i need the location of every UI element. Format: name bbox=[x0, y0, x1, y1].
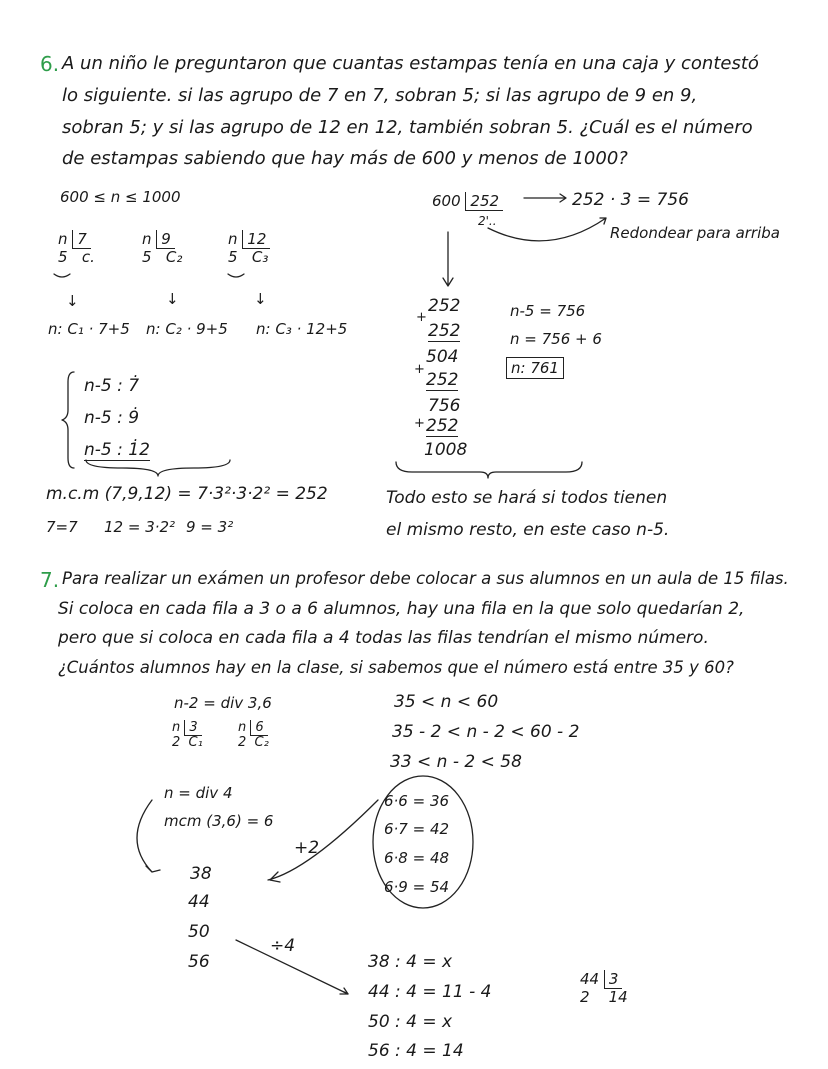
sum-row-5: 756 bbox=[428, 396, 461, 416]
div-4-equation: n = div 4 bbox=[164, 784, 233, 802]
div6-dividend: n bbox=[238, 720, 247, 735]
div6-divisor: 6 bbox=[250, 720, 267, 736]
remainder-underline bbox=[228, 274, 244, 277]
div44-divisor: 3 bbox=[604, 970, 623, 989]
round-up-note: Redondear para arriba bbox=[610, 224, 780, 242]
sum-row-6: 252 bbox=[426, 416, 459, 436]
div12-quotient: C₃ bbox=[251, 248, 269, 266]
div600-divisor: 252 bbox=[465, 192, 503, 211]
sum-row-2: 252 bbox=[428, 321, 461, 341]
factor-9: 9 = 3² bbox=[186, 518, 234, 536]
answer-box: n: 761 bbox=[506, 357, 564, 379]
problem-7-line-2: Si coloca en cada fila a 3 o a 6 alumnos, hay una fila en la que solo quedarían 2, bbox=[58, 599, 745, 619]
mcm-3-6: mcm (3,6) = 6 bbox=[164, 812, 274, 830]
right-arrow-icon bbox=[524, 194, 566, 202]
plus-2-label: +2 bbox=[294, 838, 320, 858]
problem-6-line-2: lo siguiente. si las agrupo de 7 en 7, sobran 5; si las agrupo de 9 en 9, bbox=[62, 85, 698, 106]
problem-7-number: 7. bbox=[40, 568, 60, 592]
div12-divisor: 12 bbox=[242, 230, 270, 249]
candidate-50: 50 bbox=[188, 922, 210, 942]
check-50: 50 : 4 = x bbox=[368, 1012, 453, 1032]
div3-remainder: 2 bbox=[172, 735, 181, 750]
n-equation-2: n = 756 + 6 bbox=[510, 330, 602, 348]
div9-quotient: C₂ bbox=[165, 248, 183, 266]
problem-7-line-3: pero que si coloca en cada fila a 4 todas las filas tendrían el mismo número. bbox=[58, 628, 709, 648]
div9-divisor: 9 bbox=[156, 230, 175, 249]
factor-12: 12 = 3·2² bbox=[104, 518, 176, 536]
note-line-2: el mismo resto, en este caso n-5. bbox=[386, 520, 670, 540]
div6-remainder: 2 bbox=[238, 735, 247, 750]
div12-remainder: 5 bbox=[228, 248, 238, 266]
remainder-underline bbox=[54, 274, 70, 277]
div9-remainder: 5 bbox=[142, 248, 152, 266]
div44-quotient: 14 bbox=[608, 988, 628, 1006]
multiple-2: 6·7 = 42 bbox=[384, 820, 450, 838]
div44-dividend: 44 bbox=[580, 970, 600, 988]
down-arrow-icon: ↓ bbox=[66, 292, 79, 310]
multiple-3: 6·8 = 48 bbox=[384, 849, 450, 867]
sum-row-4: 252 bbox=[426, 370, 459, 390]
problem-6-line-1: A un niño le preguntaron que cuantas estampas tenía en una caja y contestó bbox=[62, 53, 759, 74]
div-equation: n-2 = div 3,6 bbox=[174, 694, 272, 712]
n-equation-1: n-5 = 756 bbox=[510, 302, 586, 320]
system-eq-1: n-5 : 7̇ bbox=[84, 376, 140, 396]
problem-7-line-4: ¿Cuántos alumnos hay en la clase, si sabemos que el número está entre 35 y 60? bbox=[58, 658, 734, 677]
check-44: 44 : 4 = 11 - 4 bbox=[368, 982, 492, 1002]
problem-6-line-4: de estampas sabiendo que hay más de 600 y menos de 1000? bbox=[62, 148, 628, 169]
problem-7-line-1: Para realizar un exámen un profesor debe colocar a sus alumnos en un aula de 15 filas. bbox=[62, 569, 789, 588]
equation-c2: n: C₂ · 9+5 bbox=[146, 320, 228, 338]
link-curve bbox=[268, 800, 378, 880]
down-arrow-icon bbox=[443, 232, 453, 286]
div3-divisor: 3 bbox=[184, 720, 201, 736]
inequality-3: 33 < n - 2 < 58 bbox=[390, 752, 522, 772]
sum-row-3: 504 bbox=[426, 347, 459, 367]
down-arrow-icon: ↓ bbox=[166, 290, 179, 308]
candidate-56: 56 bbox=[188, 952, 210, 972]
multiple-1: 6·6 = 36 bbox=[384, 792, 450, 810]
diagonal-arrow-icon bbox=[236, 940, 348, 994]
candidate-44: 44 bbox=[188, 892, 210, 912]
div600-dividend: 600 bbox=[432, 192, 461, 210]
inequality-1: 35 < n < 60 bbox=[394, 692, 499, 712]
div44-remainder: 2 bbox=[580, 988, 590, 1006]
multiple-4: 6·9 = 54 bbox=[384, 878, 450, 896]
underbrace bbox=[86, 460, 230, 476]
div7-divisor: 7 bbox=[72, 230, 91, 249]
check-38: 38 : 4 = x bbox=[368, 952, 453, 972]
inequality-2: 35 - 2 < n - 2 < 60 - 2 bbox=[392, 722, 580, 742]
note-line-1: Todo esto se hará si todos tienen bbox=[386, 488, 668, 508]
system-brace bbox=[62, 372, 74, 468]
sum-brace bbox=[396, 462, 582, 478]
problem-6-number: 6. bbox=[40, 52, 60, 76]
div7-dividend: n bbox=[58, 230, 68, 248]
multiples-ellipse bbox=[373, 776, 473, 908]
curved-arrow-icon bbox=[488, 218, 606, 241]
candidate-38: 38 bbox=[190, 864, 212, 884]
system-eq-3: n-5 : 1̇2 bbox=[84, 440, 150, 460]
div7-remainder: 5 bbox=[58, 248, 68, 266]
equation-c3: n: C₃ · 12+5 bbox=[256, 320, 348, 338]
div3-dividend: n bbox=[172, 720, 181, 735]
divide-4-label: ÷4 bbox=[270, 936, 296, 956]
div9-dividend: n bbox=[142, 230, 152, 248]
div7-quotient: c. bbox=[81, 248, 95, 266]
system-eq-2: n-5 : 9̇ bbox=[84, 408, 140, 428]
check-56: 56 : 4 = 14 bbox=[368, 1041, 464, 1061]
div6-quotient: C₂ bbox=[254, 735, 269, 750]
down-arrow-icon: ↓ bbox=[254, 290, 267, 308]
sum-row-1: 252 bbox=[428, 296, 461, 316]
range-inequality: 600 ≤ n ≤ 1000 bbox=[60, 188, 181, 206]
factor-7: 7=7 bbox=[46, 518, 78, 536]
mcm-result: m.c.m (7,9,12) = 7·3²·3·2² = 252 bbox=[46, 484, 328, 504]
equation-c1: n: C₁ · 7+5 bbox=[48, 320, 130, 338]
curved-arrow-icon bbox=[137, 800, 160, 872]
sum-row-7: 1008 bbox=[424, 440, 468, 460]
div12-dividend: n bbox=[228, 230, 238, 248]
problem-6-line-3: sobran 5; y si las agrupo de 12 en 12, también sobran 5. ¿Cuál es el número bbox=[62, 117, 753, 138]
div600-quotient: 2'.. bbox=[478, 214, 497, 228]
div3-quotient: C₁ bbox=[188, 735, 203, 750]
multiplication-result: 252 · 3 = 756 bbox=[572, 190, 689, 210]
